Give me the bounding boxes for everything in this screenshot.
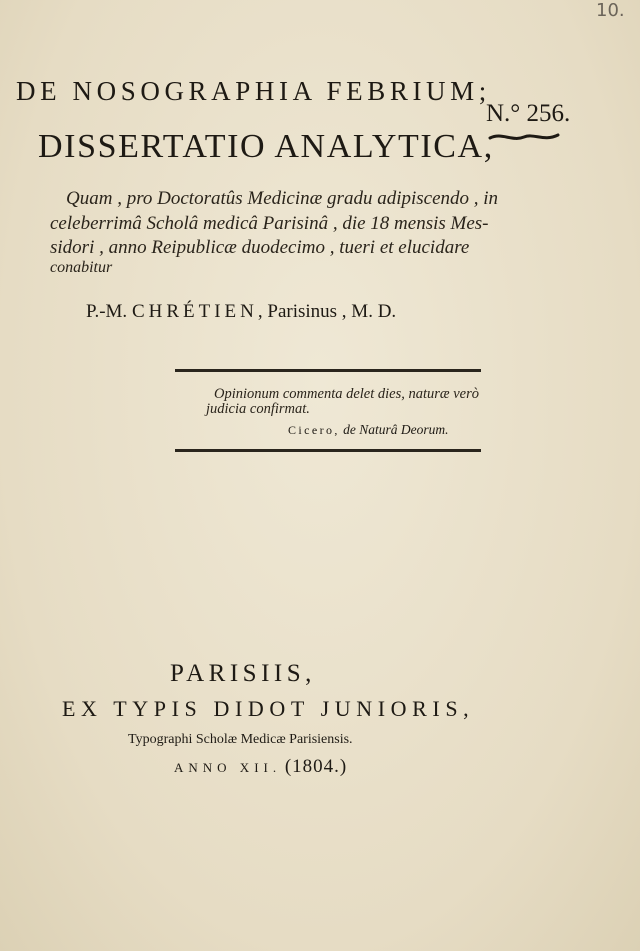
author-surname: CHRÉTIEN bbox=[131, 301, 258, 322]
attribution-name: Cicero, bbox=[288, 423, 340, 437]
subtitle-line-2: celeberrimâ Scholâ medicâ Parisinâ , die 18 mensis Mes- bbox=[50, 213, 489, 234]
title-line-1: DE NOSOGRAPHIA FEBRIUM; bbox=[16, 76, 491, 106]
imprint-printer: Typographi Scholæ Medicæ Parisiensis. bbox=[128, 732, 353, 747]
epigraph-line-1: Opinionum commenta delet dies, naturæ verò bbox=[214, 386, 479, 402]
subtitle-line-3: sidori , anno Reipublicæ duodecimo , tueri et elucidare bbox=[50, 237, 470, 258]
top-rule bbox=[175, 369, 481, 372]
author-initials: P.-M. bbox=[86, 301, 128, 322]
subtitle-line-1: Quam , pro Doctoratûs Medicinæ gradu adipiscendo , in bbox=[66, 188, 499, 209]
pencil-mark: 10. bbox=[596, 0, 625, 21]
imprint-press: EX TYPIS DIDOT JUNIORIS, bbox=[62, 696, 475, 721]
bottom-rule bbox=[175, 449, 481, 452]
author-rest: , Parisinus , M. D. bbox=[257, 301, 397, 322]
attribution-work: de Naturâ Deorum. bbox=[343, 422, 449, 437]
year-number: (1804.) bbox=[284, 756, 348, 777]
catalog-number: N.° 256. bbox=[486, 100, 571, 127]
flourish-ornament bbox=[488, 130, 560, 146]
epigraph-line-2: judicia confirmat. bbox=[206, 401, 310, 417]
title-line-2: DISSERTATIO ANALYTICA, bbox=[38, 128, 494, 165]
imprint-place: PARISIIS, bbox=[170, 660, 316, 687]
author-line bbox=[86, 301, 396, 323]
subtitle-line-4: conabitur bbox=[50, 259, 113, 276]
epigraph-attribution bbox=[288, 422, 449, 438]
year-label: ANNO XII. bbox=[174, 760, 282, 775]
imprint-year bbox=[174, 756, 347, 778]
